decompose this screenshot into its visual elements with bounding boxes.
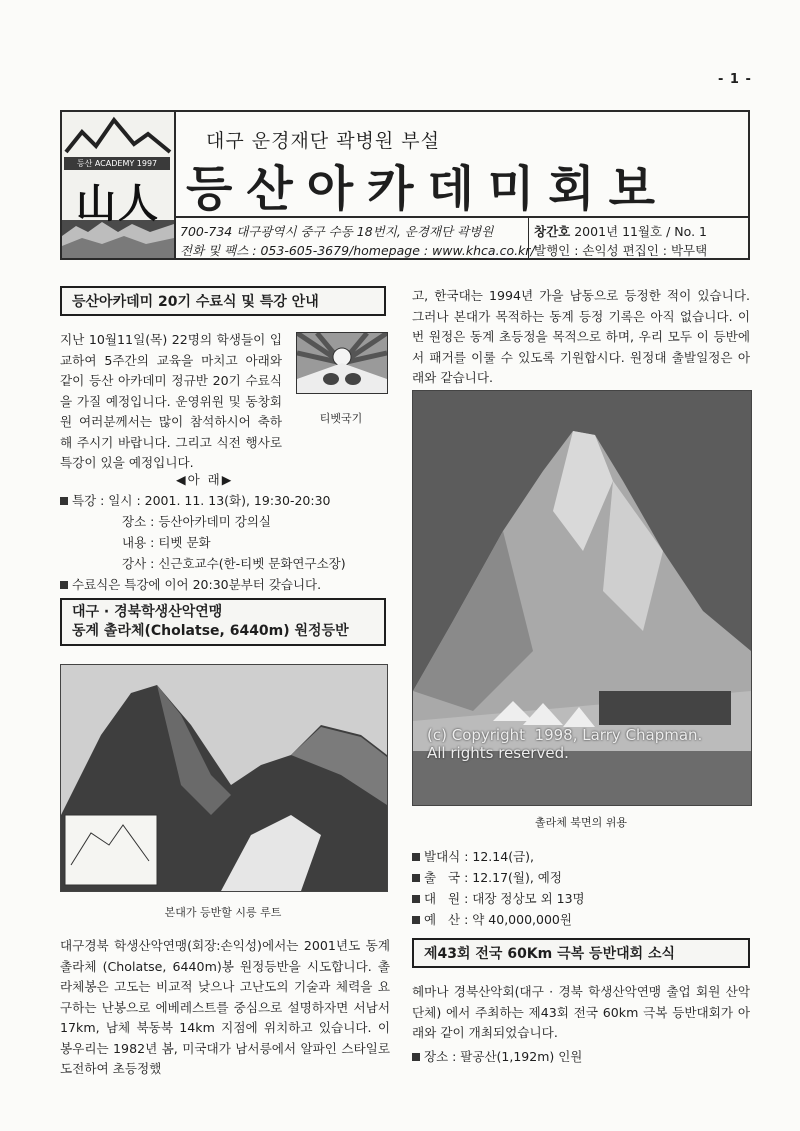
schedule-list xyxy=(60,490,390,595)
article1-intro-text: 지난 10월11일(목) 22명의 학생들이 입교하여 5주간의 교육을 마치고 아래와 같이 등산 아카데미 정규반 20기 수료식을 가질 예정입니다. 운영위원 및 동창회원 여러분께서는 많이 참석하시어 축하해 주시기 바랍니다. 그리고 식전 행사로 특강이 있을 예정입니다. xyxy=(60,332,282,470)
expedition-value: : 약 40,000,000원 xyxy=(464,912,572,927)
photo-copyright: (c) Copyright 1998, Larry Chapman. All rights reserved. xyxy=(427,726,703,762)
article2-heading-line2: 동계 촐라체(Cholatse, 6440m) 원정등반 xyxy=(72,623,349,639)
expedition-value: : 대장 정상모 외 13명 xyxy=(464,891,585,906)
tibet-flag-icon xyxy=(297,333,387,393)
schedule-label: 내용 xyxy=(122,535,147,550)
expedition-row xyxy=(412,888,750,909)
schedule-value: : 티벳 문화 xyxy=(150,535,211,550)
schedule-closing-text: 수료식은 특강에 이어 20:30분부터 갖습니다. xyxy=(72,577,322,592)
article2-heading xyxy=(60,598,386,646)
route-photo xyxy=(60,664,388,892)
masthead-title: 등산아카데미회보 xyxy=(186,161,669,217)
issue-label: 창간호 xyxy=(534,224,571,239)
schedule-row xyxy=(60,490,390,511)
main-photo-caption: 촐라체 북면의 위용 xyxy=(534,816,627,829)
expedition-label: 발대식 xyxy=(424,849,461,864)
notice-label: ◀아 래▶ xyxy=(176,472,234,487)
expedition-value: : 12.14(금), xyxy=(464,849,534,864)
bullet-icon xyxy=(412,916,420,924)
article2-body: 대구경북 학생산악연맹(회장:손익성)에서는 2001년도 동계 촐라체 (Cholatse, 6440m)봉 원정등반을 시도합니다. 촐라체봉은 고도는 비교적 낮으나 고난도의 기술과 체력을 요구하는 난봉으로 에베레스트를 중심으로 설명하자면 서남서 17km, 남체 북동북 14km 지점에 위치하고 있습니다. 이 봉우리는 1982년 봄, 미국대가 남서릉에서 알파인 스타일로 도전하여 초등정했 xyxy=(60,938,390,1076)
masthead-contact-block xyxy=(180,222,535,260)
expedition-label: 대 원 xyxy=(424,891,461,906)
expedition-label: 출 국 xyxy=(424,870,461,885)
schedule-closing xyxy=(60,574,390,595)
route-photo-caption: 본대가 등반할 시릉 루트 xyxy=(164,906,282,919)
article2-heading-line1: 대구 · 경북학생산악연맹 xyxy=(72,604,223,620)
bullet-icon xyxy=(60,581,68,589)
logo xyxy=(62,112,176,258)
address-line: 700-734 대구광역시 중구 수동 18번지, 운경재단 곽병원 xyxy=(180,224,494,239)
logo-mark: 山人 xyxy=(76,180,160,227)
bullet-icon xyxy=(412,874,420,882)
schedule-value: : 등산아카데미 강의실 xyxy=(150,514,271,529)
schedule-label: 강사 xyxy=(122,556,147,571)
article3-heading: 제43회 전국 60Km 극복 등반대회 소식 xyxy=(412,938,750,968)
bullet-icon xyxy=(412,895,420,903)
expedition-label: 예 산 xyxy=(424,912,461,927)
page-number: - 1 - xyxy=(718,72,752,87)
article3-body: 헤마나 경북산악회(대구 · 경북 학생산악연맹 출업 회원 산악 단체) 에서 주최하는 제43회 전국 60km 극복 등반대회가 아래와 같이 개최되었습니다. xyxy=(412,984,750,1040)
logo-academy-text: 등산 ACADEMY 1997 xyxy=(64,157,170,170)
expedition-row xyxy=(412,909,750,930)
schedule-row xyxy=(60,532,390,553)
bullet-icon xyxy=(60,497,68,505)
article1-intro xyxy=(60,330,282,474)
schedule-label: 특강 : 일시 xyxy=(72,493,133,508)
masthead-vertical-divider xyxy=(528,216,529,258)
article3-place-text: 장소 : 팔공산(1,192m) 인원 xyxy=(424,1049,583,1064)
issue-detail: 2001년 11월호 / No. 1 xyxy=(574,224,707,239)
contact-line: 전화 및 팩스 : 053-605-3679/homepage : www.khca.co.kr/ xyxy=(180,243,535,258)
schedule-label: 장소 xyxy=(122,514,147,529)
schedule-row xyxy=(60,553,390,574)
expedition-value: : 12.17(월), 예정 xyxy=(464,870,562,885)
tibet-flag-caption: 티벳국기 xyxy=(319,412,363,425)
expedition-row xyxy=(412,846,750,867)
masthead-subtitle: 대구 운경재단 곽병원 부설 xyxy=(206,130,441,152)
masthead-issue-block xyxy=(534,222,707,260)
article3-place xyxy=(412,1046,750,1067)
schedule-value: : 신근호교수(한-티벳 문화연구소장) xyxy=(150,556,346,571)
masthead-divider xyxy=(174,216,750,218)
schedule-value: : 2001. 11. 13(화), 19:30-20:30 xyxy=(136,493,331,508)
masthead xyxy=(60,110,750,260)
bullet-icon xyxy=(412,1053,420,1061)
expedition-schedule xyxy=(412,846,750,930)
cholatse-main-photo xyxy=(412,390,752,806)
expedition-row xyxy=(412,867,750,888)
tibet-flag-image xyxy=(296,332,388,394)
schedule-row xyxy=(60,511,390,532)
bullet-icon xyxy=(412,853,420,861)
article2-continued: 고, 한국대는 1994년 가을 남동으로 등정한 적이 있습니다. 그러나 본대가 목적하는 동계 등정 기록은 아직 없습니다. 이번 원정은 동계 초등정을 목적으로 하며, 우리 모두 이 등반에서 패거를 이룰 수 있도록 기원합시다. 원정대 출발일정은 아래와 같습니다. xyxy=(412,288,750,385)
article1-heading: 등산아카데미 20기 수료식 및 특강 안내 xyxy=(60,286,386,316)
publisher-line: 발행인 : 손익성 편집인 : 박무택 xyxy=(534,243,708,258)
mountain-route-photo-icon xyxy=(61,665,387,891)
